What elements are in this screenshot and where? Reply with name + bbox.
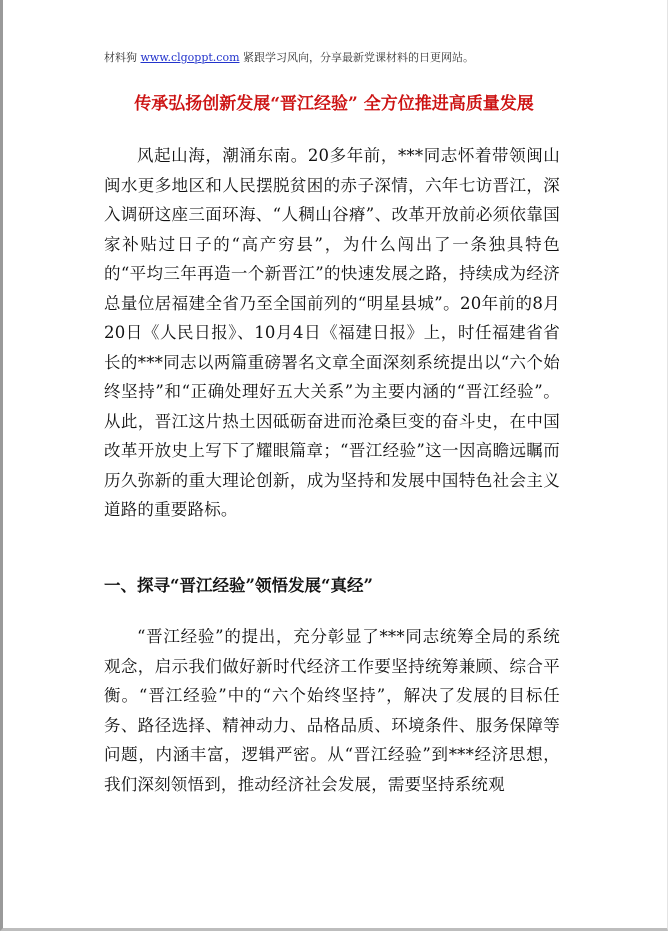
document-title: 传承弘扬创新发展“晋江经验” 全方位推进高质量发展 (134, 94, 534, 114)
website-link[interactable]: www.clgoppt.com (140, 51, 240, 64)
site-header (104, 50, 474, 66)
paragraph-intro: 风起山海，潮涌东南。20多年前，***同志怀着带领闽山闽水更多地区和人民摆脱贫困的赤子深情，六年七访晋江，深入调研这座三面环海、“人稠山谷瘠”、改革开放前必须依靠国家补贴过日子的“高产穷县”，为什么闯出了一条独具特色的“平均三年再造一个新晋江”的快速发展之路，持续成为经济总量位居福建全省乃至全国前列的“明星县城”。20年前的8月20日《人民日报》、10月4日《福建日报》上，时任福建省省长的***同志以两篇重磅署名文章全面深刻系统提出以“六个始终坚持”和“正确处理好五大关系”为主要内涵的“晋江经验”。从此，晋江这片热土因砥砺奋进而沧桑巨变的奋斗史，在中国改革开放史上写下了耀眼篇章；“晋江经验”这一因高瞻远瞩而历久弥新的重大理论创新，成为坚持和发展中国特色社会主义道路的重要路标。 (104, 146, 560, 519)
section-heading: 一、探寻“晋江经验”领悟发展“真经” (104, 576, 373, 595)
header-prefix: 材料狗 (104, 51, 137, 64)
header-tagline: 紧跟学习风向，分享最新党课材料的日更网站。 (239, 51, 474, 64)
paragraph-section-1: “晋江经验”的提出，充分彰显了***同志统筹全局的系统观念，启示我们做好新时代经济工作要坚持统筹兼顾、综合平衡。“晋江经验”中的“六个始终坚持”，解决了发展的目标任务、路径选择、精神动力、品格品质、环境条件、服务保障等问题，内涵丰富，逻辑严密。从“晋江经验”到***经济思想，我们深刻领悟到，推动经济社会发展，需要坚持系统观 (104, 627, 560, 794)
